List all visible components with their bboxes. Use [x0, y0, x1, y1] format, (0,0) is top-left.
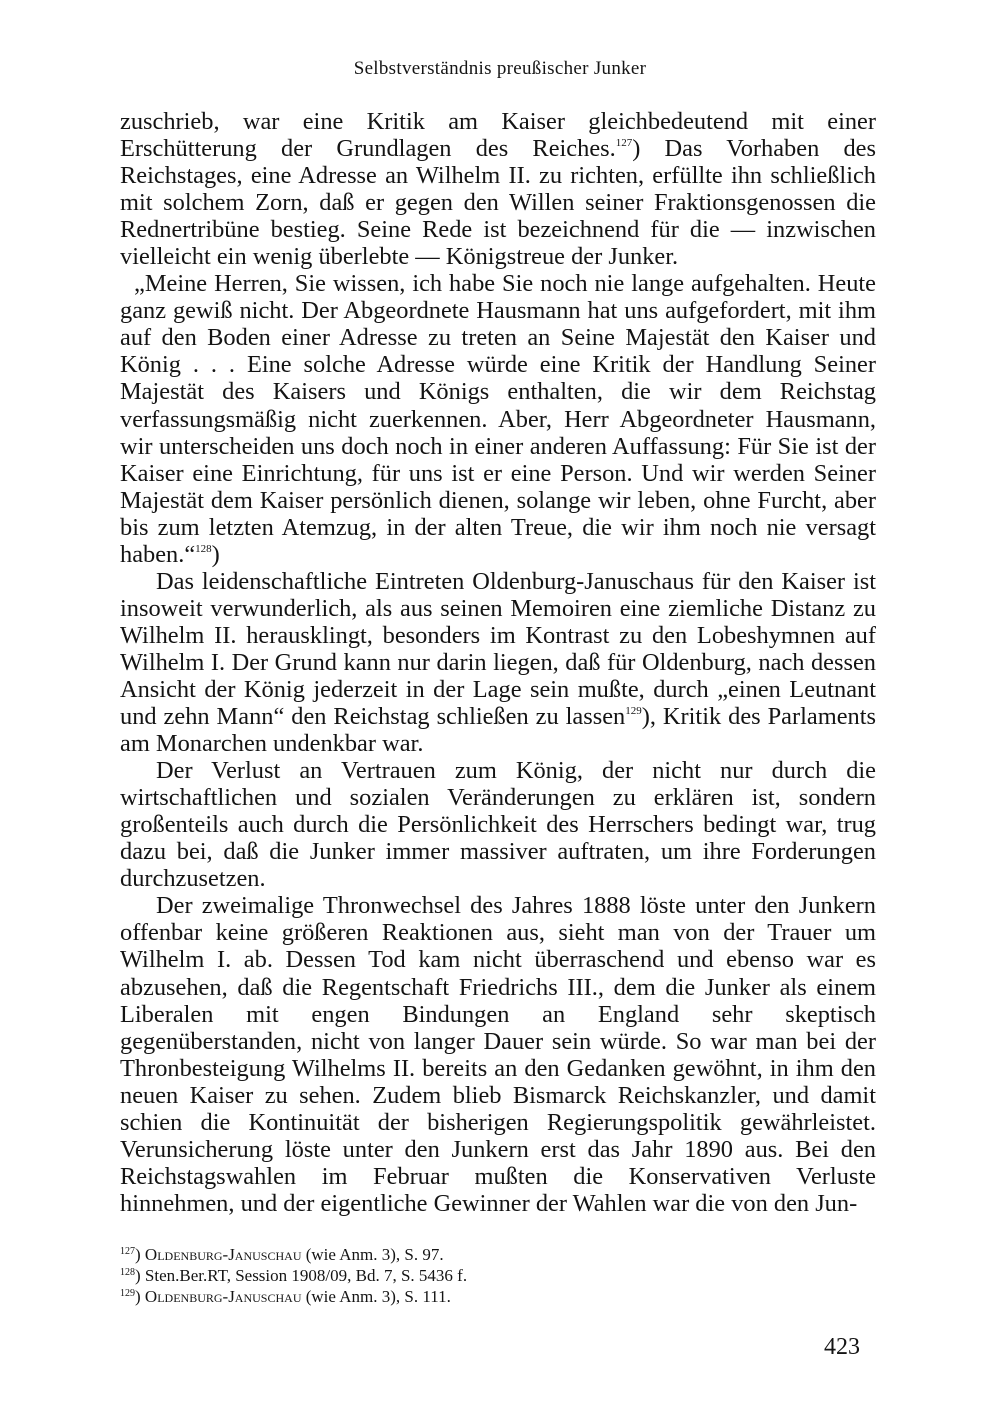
paragraph-1: [120, 108, 876, 270]
paragraph-5: Der zweimalige Thronwechsel des Jahres 1888 löste unter den Junkern offenbar keine größeren Reaktionen aus, sieht man von der Trauer um Wilhelm I. ab. Dessen Tod kam nicht überraschend und ebenso war es abzusehen, daß die Regentschaft Friedrichs III., dem die Junker als einem Liberalen mit engen Bindungen an England sehr skeptisch gegenüberstanden, nicht von langer Dauer sein würde. So war man bei der Thronbesteigung Wilhelms II. bereits an den Gedanken gewöhnt, in ihm den neuen Kaiser zu sehen. Zudem blieb Bismarck Reichskanzler, und damit schien die Kontinuität der bisherigen Regierungspolitik gewährleistet. Verunsicherung löste unter den Junkern erst das Jahr 1890 aus. Bei den Reichstagswahlen im Februar mußten die Konservativen Verluste hinnehmen, und der eigentliche Gewinner der Wahlen war die von den Jun-: [120, 892, 876, 1217]
paragraph-2-text-b: ): [211, 540, 220, 568]
footnote-129: $^{129}$) Oldenburg-Januschau (wie Anm. 3), S. 111.: [120, 1287, 451, 1306]
footnote-text: (wie Anm. 3), S. 97.: [301, 1245, 444, 1264]
footnote-ref-127: 127: [615, 137, 633, 150]
footnote-author: Oldenburg-Januschau: [144, 1245, 302, 1264]
paragraph-2-quotation: [120, 270, 876, 568]
running-head: Selbstverständnis preußischer Junker: [353, 58, 647, 79]
footnote-number: 129: [120, 1288, 135, 1299]
footnote-127: $^{127}$) Oldenburg-Januschau (wie Anm. 3), S. 97.: [120, 1245, 444, 1264]
footnote-text: (wie Anm. 3), S. 111.: [301, 1287, 451, 1306]
paragraph-1-text-b: ) Das Vorhaben des Reichstages, eine Adresse an Wilhelm II. zu richten, erfüllte ihn schließlich mit solchem Zorn, daß er gegen den Willen seiner Fraktionsgenossen die Rednertribüne bestieg. Seine Rede ist bezeichnend für die — inzwischen vielleicht ein wenig überlebte — Königstreue der Junker.: [120, 135, 876, 271]
paragraph-3: [120, 568, 876, 757]
footnote-ref-128: 128: [195, 542, 212, 555]
footnote-number: 127: [120, 1246, 135, 1257]
footnote-author: Oldenburg-Januschau: [144, 1287, 302, 1306]
footnote-number: 128: [120, 1267, 135, 1278]
paragraph-3-text-a: Das leidenschaftliche Eintreten Oldenburg-Januschaus für den Kaiser ist insoweit verwunderlich, als aus seinen Memoiren eine ziemliche Distanz zu Wilhelm II. herausklingt, besonders im Kontrast zu den Lobeshymnen auf Wilhelm I. Der Grund kann nur darin liegen, daß für Oldenburg, nach dessen Ansicht der König jederzeit in der Lage sein mußte, durch „einen Leutnant und zehn Mann“ den Reichstag schließen zu lassen: [120, 567, 876, 731]
footnote-128: $^{128}$) Sten.Ber.RT, Session 1908/09, Bd. 7, S. 5436 f.: [120, 1266, 468, 1285]
footnotes: [120, 1244, 876, 1307]
paragraph-2-text-a: „Meine Herren, Sie wissen, ich habe Sie noch nie lange aufgehalten. Heute ganz gewiß nicht. Der Abgeordnete Hausmann hat uns aufgefordert, mit ihm auf den Boden einer Adresse zu treten an Seine Majestät den Kaiser und König . . . Eine solche Adresse würde eine Kritik der Handlung Seiner Majestät des Kaisers und Königs enthalten, die wir dem Reichstag verfassungsmäßig nicht zuerkennen. Aber, Herr Abgeordneter Hausmann, wir unterscheiden uns doch noch in einer anderen Auffassung: Für Sie ist der Kaiser eine Einrichtung, für uns ist er eine Person. Und wir werden Seiner Majestät dem Kaiser persönlich dienen, solange wir leben, ohne Furcht, aber bis zum letzten Atemzug, in der alten Treue, die wir ihm noch nie versagt haben.“: [120, 270, 876, 568]
footnote-ref-129: 129: [625, 705, 642, 718]
footnote-text: Sten.Ber.RT, Session 1908/09, Bd. 7, S. 5436 f.: [140, 1266, 468, 1285]
paragraph-4: Der Verlust an Vertrauen zum König, der nicht nur durch die wirtschaftlichen und sozialen Veränderungen zu erklären ist, sondern großenteils auch durch die Persönlichkeit des Herrschers bedingt war, trug dazu bei, daß die Junker immer massiver auftraten, um ihre Forderungen durchzusetzen.: [120, 757, 876, 893]
paragraph-1-text-a: zuschrieb, war eine Kritik am Kaiser gleichbedeutend mit einer Erschütterung der Grundlagen des Reiches.: [120, 108, 876, 163]
body-text: [120, 108, 876, 1217]
paragraph-3-text-b: ), Kritik des Parlaments am Monarchen undenkbar war.: [120, 703, 876, 758]
page-number: 423: [824, 1334, 860, 1360]
